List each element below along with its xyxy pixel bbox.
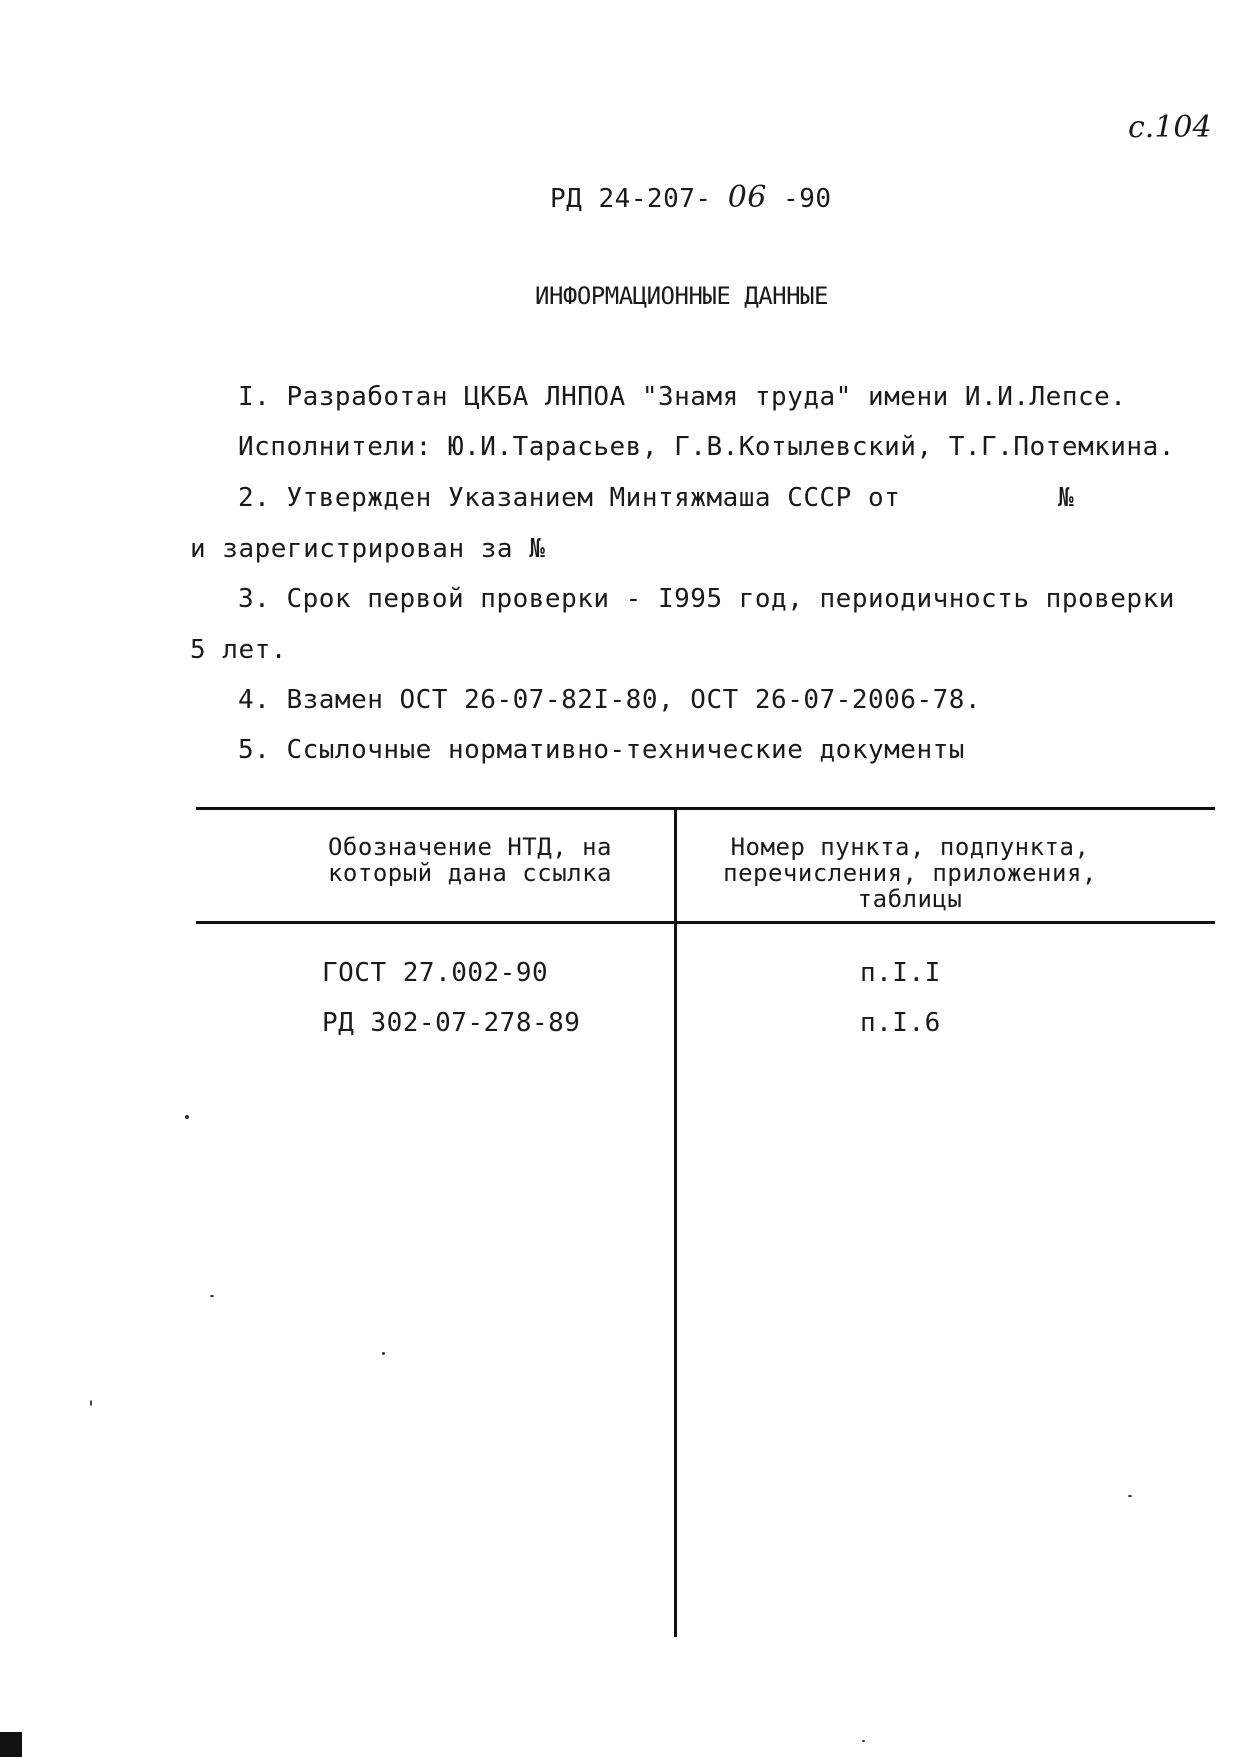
table-top-rule <box>196 807 1215 810</box>
info-item-replaces: 4. Взамен ОСТ 26-07-82I-80, ОСТ 26-07-2006-78. <box>238 685 982 715</box>
table-column-divider <box>674 807 677 1637</box>
info-item-approved-number: № <box>1058 483 1075 513</box>
info-item-approved: 2. Утвержден Указанием Минтяжмаша СССР от <box>238 483 901 513</box>
info-item-review-period: 5 лет. <box>190 635 287 665</box>
table-cell-designation: ГОСТ 27.002-90 <box>322 958 549 988</box>
scan-speck <box>382 1352 385 1355</box>
info-item-developer: I. Разработан ЦКБА ЛНПОА "Знамя труда" имени И.И.Лепсе. <box>238 382 1127 412</box>
document-code-prefix: РД 24-207- <box>550 184 712 214</box>
document-code <box>550 180 832 215</box>
table-cell-clause: п.I.I <box>860 958 941 988</box>
info-item-references: 5. Ссылочные нормативно-технические документы <box>238 735 965 765</box>
page-number: с.104 <box>1128 110 1212 145</box>
document-code-suffix: -90 <box>783 184 832 214</box>
table-header-designation: Обозначение НТД, на который дана ссылка <box>327 833 613 887</box>
info-item-authors: Исполнители: Ю.И.Тарасьев, Г.В.Котылевский, Т.Г.Потемкина. <box>238 432 1175 462</box>
document-code-handwritten: 06 <box>727 180 767 215</box>
info-item-registered: и зарегистрирован за № <box>190 534 546 564</box>
table-header-rule <box>196 921 1215 924</box>
scan-speck <box>90 1400 92 1406</box>
scan-edge-mark <box>0 1732 22 1757</box>
table-cell-clause: п.I.6 <box>860 1008 941 1038</box>
scan-speck <box>210 1295 214 1297</box>
table-cell-designation: РД 302-07-278-89 <box>322 1008 581 1038</box>
info-item-review-term: 3. Срок первой проверки - I995 год, периодичность проверки <box>238 584 1175 614</box>
table-header-clause: Номер пункта, подпункта, перечисления, приложения, таблицы <box>723 833 1097 913</box>
scan-speck <box>185 1115 189 1119</box>
scan-speck <box>862 1740 865 1742</box>
page-title: ИНФОРМАЦИОННЫЕ ДАННЫЕ <box>535 282 828 310</box>
scan-speck <box>1128 1495 1132 1497</box>
